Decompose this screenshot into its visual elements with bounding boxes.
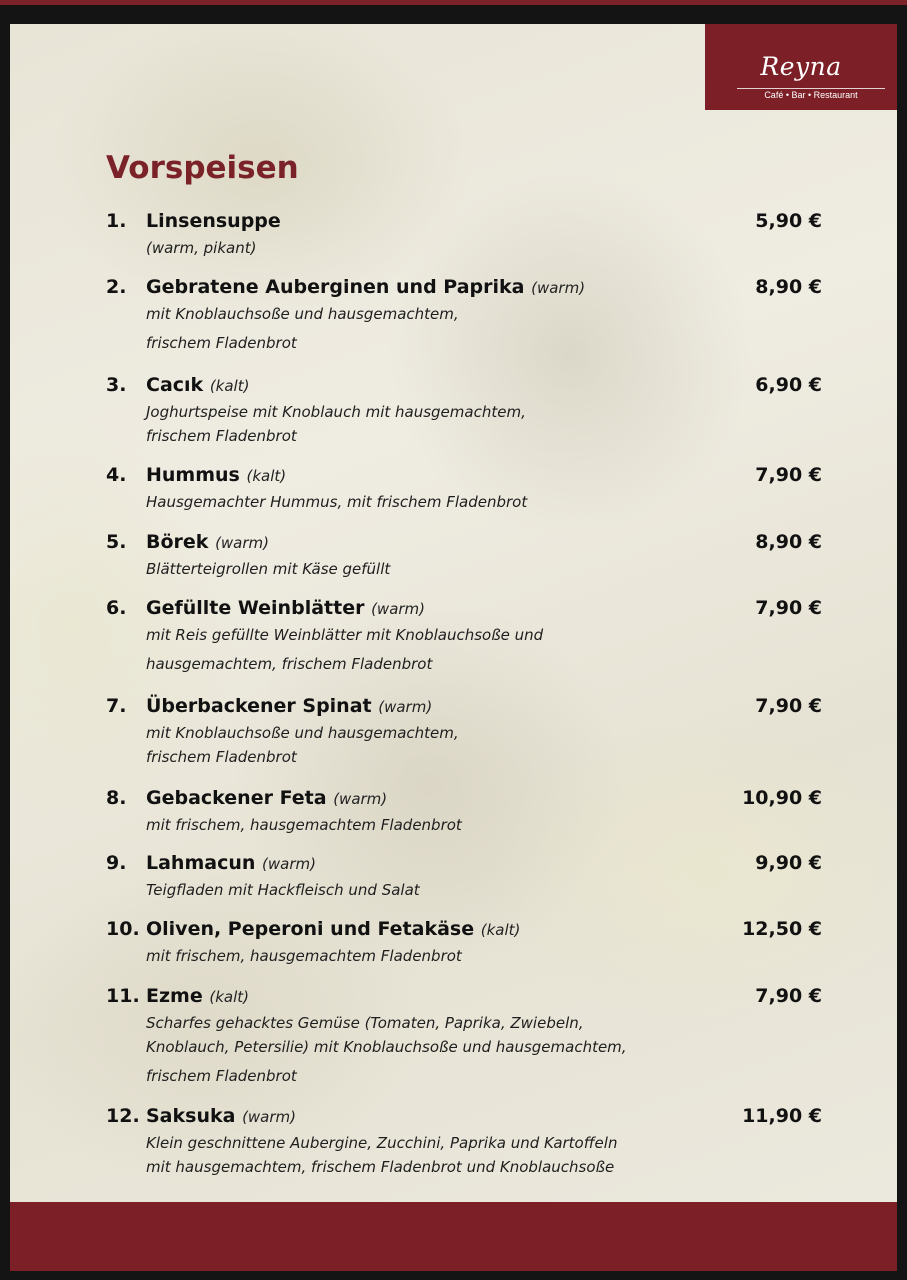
item-name: Saksuka (warm): [146, 1105, 297, 1127]
item-price: 5,90 €: [755, 210, 822, 232]
item-tag: (kalt): [246, 467, 287, 485]
item-tag: (warm): [378, 698, 433, 716]
item-tag: (kalt): [209, 988, 249, 1006]
item-number: 5.: [106, 531, 127, 553]
item-price: 7,90 €: [755, 464, 822, 486]
item-number: 2.: [106, 276, 127, 298]
item-name: Gebratene Auberginen und Paprika (warm): [146, 276, 586, 298]
brand-name: Reyna: [760, 52, 842, 81]
item-number: 12.: [106, 1105, 140, 1127]
item-name: Cacık (kalt): [146, 374, 250, 396]
item-price: 9,90 €: [755, 852, 822, 874]
item-name: Linsensuppe: [146, 210, 281, 232]
item-number: 7.: [106, 695, 127, 717]
item-number: 3.: [106, 374, 127, 396]
item-tag: (kalt): [480, 921, 521, 939]
item-number: 6.: [106, 597, 127, 619]
item-number: 8.: [106, 787, 127, 809]
item-name: Gefüllte Weinblätter (warm): [146, 597, 426, 619]
item-price: 7,90 €: [755, 985, 822, 1007]
item-tag: (kalt): [209, 377, 250, 395]
item-tag: (warm): [262, 855, 316, 873]
item-price: 8,90 €: [755, 276, 822, 298]
item-tag: (warm): [531, 279, 586, 297]
top-accent-bar: [0, 0, 907, 5]
item-name: Oliven, Peperoni und Fetakäse (kalt): [146, 918, 521, 940]
item-name: Überbackener Spinat (warm): [146, 695, 433, 717]
item-price: 7,90 €: [755, 695, 822, 717]
item-price: 12,50 €: [742, 918, 822, 940]
item-number: 4.: [106, 464, 127, 486]
section-title: Vorspeisen: [106, 150, 299, 186]
item-name: Gebackener Feta (warm): [146, 787, 388, 809]
bottom-accent-bar: [10, 1202, 897, 1271]
item-tag: (warm): [215, 534, 270, 552]
item-tag: (warm): [333, 790, 388, 808]
item-tag: (warm): [242, 1108, 297, 1126]
item-number: 1.: [106, 210, 127, 232]
item-name: Börek (warm): [146, 531, 270, 553]
item-name: Lahmacun (warm): [146, 852, 316, 874]
item-number: 10.: [106, 918, 140, 940]
menu-page: Reyna Café • Bar • Restaurant Vorspeisen 1. Linsensuppe 5,90 € (warm, pikant) 2. Gebratene Auberginen und Paprika (warm) 8,90 € mit Knoblauchsoße und hausgemachtem, frischem Fladenbrot 3. Cacık (kalt) 6,90 € Joghurtspeise mit Knoblauch mit hausgemachtem, frischem Fladenbrot 4. Hummus (kalt) 7,90 € Hausgemachter Hummus, mit frischem Fladenbrot 5. Börek (warm) 8,90 € Blätterteigrollen mit Käse gefüllt 6. Gefüllte Weinblätter (warm) 7,90 € mit Reis gefüllte Weinblätter mit Knoblauchsoße und hausgemachtem, frischem Fladenbrot 7. Überbackener Spinat (warm) 7,90 € mit Knoblauchsoße und hausgemachtem, frischem Fladenbrot 8. Gebackener Feta (warm) 10,90 € mit frischem, hausgemachtem Fladenbrot 9. Lahmacun (warm) 9,90 € Teigfladen mit Hackfleisch und Salat 10. Oliven, Peperoni und Fetakäse (kalt) 12,50 € mit frischem, hausgemachtem Fladenbrot 11. Ezme (kalt) 7,90 € Scharfes gehacktes Gemüse (Tomaten, Paprika, Zwiebeln, Knoblauch, Petersilie) mit Knoblauchsoße und hausgemachtem, frischem Fladenbrot 12. Saksuka (warm) 11,90 € Klein geschnittene Aubergine, Zucchini, Paprika und Kartoffeln mit hausgemachtem, frischem Fladenbrot und Knoblauchsoße: [10, 24, 897, 1271]
item-price: 8,90 €: [755, 531, 822, 553]
item-price: 11,90 €: [742, 1105, 822, 1127]
item-number: 9.: [106, 852, 127, 874]
item-price: 7,90 €: [755, 597, 822, 619]
item-price: 10,90 €: [742, 787, 822, 809]
item-number: 11.: [106, 985, 140, 1007]
item-name: Hummus (kalt): [146, 464, 287, 486]
item-price: 6,90 €: [755, 374, 822, 396]
item-name: Ezme (kalt): [146, 985, 249, 1007]
brand-subtitle: Café • Bar • Restaurant: [737, 88, 885, 100]
item-tag: (warm): [371, 600, 426, 618]
brand-logo: [705, 24, 897, 110]
